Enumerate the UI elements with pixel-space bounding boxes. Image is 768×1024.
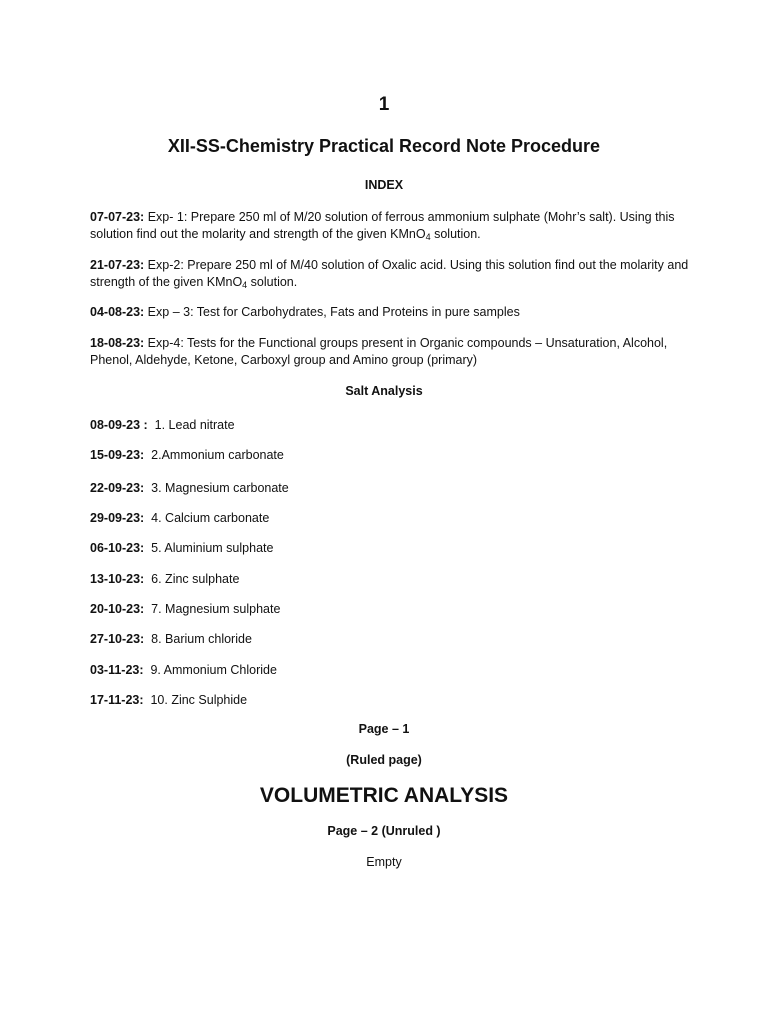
salt-name: 1. Lead nitrate <box>154 418 235 432</box>
salt-date: 08-09-23 : <box>90 418 148 432</box>
experiment-text: Exp – 3: Test for Carbohydrates, Fats and Proteins in pure samples <box>144 305 520 319</box>
salt-name: 5. Aluminium sulphate <box>151 541 274 555</box>
experiment-date: 18-08-23: <box>90 336 145 350</box>
salt-row-8 <box>90 631 690 648</box>
salt-row-2 <box>90 447 690 464</box>
salt-name: 10. Zinc Sulphide <box>150 693 248 707</box>
experiment-subscript: 4 <box>425 232 431 242</box>
experiment-subscript: 4 <box>242 280 248 290</box>
experiment-text: Exp- 1: Prepare 250 ml of M/20 solution of ferrous ammonium sulphate (Mohr’s salt). Using this solution find out the molarity and strength of the given KMnO <box>90 210 675 241</box>
salt-row-10 <box>90 692 690 709</box>
experiment-date: 07-07-23: <box>90 210 145 224</box>
empty-label: Empty <box>366 855 402 869</box>
experiment-text-end: solution. <box>247 275 298 289</box>
salt-date: 22-09-23: <box>90 481 145 495</box>
salt-row-3 <box>90 480 690 497</box>
salt-analysis-heading: Salt Analysis <box>345 384 423 398</box>
salt-date: 29-09-23: <box>90 511 145 525</box>
salt-name: 3. Magnesium carbonate <box>151 481 289 495</box>
index-heading: INDEX <box>364 178 404 192</box>
salt-name: 6. Zinc sulphate <box>151 572 240 586</box>
experiment-entry-4 <box>90 335 690 369</box>
volumetric-analysis-heading: VOLUMETRIC ANALYSIS <box>259 784 509 807</box>
page-1-label: Page – 1 <box>358 722 410 736</box>
salt-name: 8. Barium chloride <box>151 632 252 646</box>
salt-row-7 <box>90 601 690 618</box>
experiment-entry-3 <box>90 304 690 321</box>
experiment-date: 21-07-23: <box>90 258 145 272</box>
experiment-entry-2 <box>90 257 690 294</box>
salt-date: 17-11-23: <box>90 693 144 707</box>
page-number: 1 <box>378 94 390 115</box>
salt-row-4 <box>90 510 690 527</box>
salt-name: 4. Calcium carbonate <box>151 511 270 525</box>
salt-date: 13-10-23: <box>90 572 145 586</box>
salt-row-1 <box>90 417 690 434</box>
document-title: XII-SS-Chemistry Practical Record Note Procedure <box>167 136 601 156</box>
salt-name: 2.Ammonium carbonate <box>151 448 284 462</box>
salt-date: 20-10-23: <box>90 602 145 616</box>
salt-row-5 <box>90 540 690 557</box>
experiment-text: Exp-2: Prepare 250 ml of M/40 solution of Oxalic acid. Using this solution find out the molarity and strength of the given KMnO <box>90 258 689 289</box>
salt-name: 9. Ammonium Chloride <box>150 663 277 677</box>
salt-name: 7. Magnesium sulphate <box>151 602 281 616</box>
ruled-page-label: (Ruled page) <box>346 753 422 767</box>
salt-row-9 <box>90 662 690 679</box>
experiment-date: 04-08-23: <box>90 305 145 319</box>
salt-date: 06-10-23: <box>90 541 145 555</box>
experiment-text: Exp-4: Tests for the Functional groups present in Organic compounds – Unsaturation, Alcohol, Phenol, Aldehyde, Ketone, Carboxyl group and Amino group (primary) <box>90 336 668 367</box>
experiment-text-end: solution. <box>430 227 481 241</box>
page-2-label: Page – 2 (Unruled ) <box>327 824 441 838</box>
salt-row-6 <box>90 571 690 588</box>
salt-date: 15-09-23: <box>90 448 145 462</box>
salt-date: 03-11-23: <box>90 663 144 677</box>
experiment-entry-1 <box>90 209 690 246</box>
salt-date: 27-10-23: <box>90 632 145 646</box>
